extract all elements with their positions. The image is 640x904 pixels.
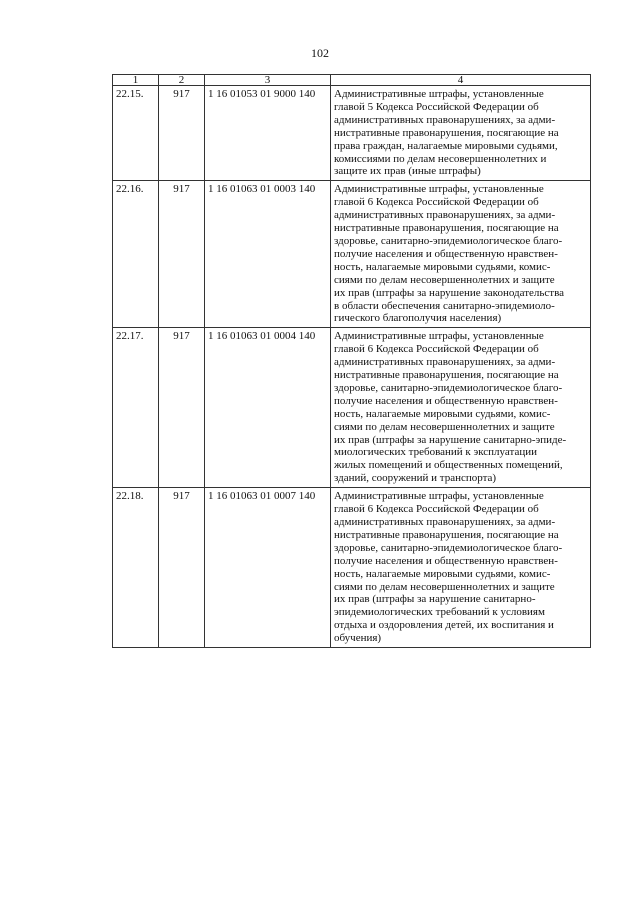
revenue-table — [112, 74, 591, 648]
revenue-description — [331, 488, 591, 648]
description-line: Административные штрафы, установленные — [334, 183, 544, 196]
header-row — [113, 75, 591, 86]
description-line: защите их прав (иные штрафы) — [334, 165, 481, 178]
description-line: нистративные правонарушения, посягающие на — [334, 528, 559, 541]
admin-code: 917 — [159, 328, 205, 488]
table-row — [113, 488, 591, 648]
description-line: получие населения и общественную нравствен- — [334, 394, 558, 407]
description-line: сиями по делам несовершеннолетних и защите — [334, 420, 555, 433]
budget-classification-code: 1 16 01063 01 0003 140 — [205, 181, 331, 328]
header-col-1: 1 — [113, 75, 159, 86]
description-line: миологических требований к эксплуатации — [334, 446, 537, 459]
table-row — [113, 328, 591, 488]
description-line: административных правонарушениях, за адми- — [334, 209, 556, 222]
description-line: в области обеспечения санитарно-эпидемиоло- — [334, 299, 555, 312]
description-line: главой 6 Кодекса Российской Федерации об — [334, 503, 539, 516]
description-line: комиссиями по делам несовершеннолетних и — [334, 152, 547, 165]
description-line: ность, налагаемые мировыми судьями, комис- — [334, 260, 551, 273]
description-line: главой 5 Кодекса Российской Федерации об — [334, 100, 539, 113]
description-line: их прав (штрафы за нарушение санитарно-эпиде- — [334, 433, 567, 446]
description-line: Административные штрафы, установленные — [334, 330, 544, 343]
admin-code: 917 — [159, 181, 205, 328]
table-body — [113, 86, 591, 648]
description-line: ность, налагаемые мировыми судьями, комис- — [334, 407, 551, 420]
description-line: здоровье, санитарно-эпидемиологическое благо- — [334, 234, 563, 247]
row-number: 22.18. — [113, 488, 159, 648]
description-line: отдыха и оздоровления детей, их воспитания и — [334, 619, 554, 632]
budget-classification-code: 1 16 01053 01 9000 140 — [205, 86, 331, 181]
page-number: 102 — [311, 46, 329, 60]
admin-code: 917 — [159, 86, 205, 181]
row-number: 22.16. — [113, 181, 159, 328]
description-line: жилых помещений и общественных помещений, — [334, 459, 563, 472]
description-line: права граждан, налагаемые мировыми судьями, — [334, 139, 558, 152]
budget-classification-code: 1 16 01063 01 0004 140 — [205, 328, 331, 488]
description-line: нистративные правонарушения, посягающие на — [334, 222, 559, 235]
header-col-2: 2 — [159, 75, 205, 86]
description-line: эпидемиологических требований к условиям — [334, 606, 545, 619]
description-line: получие населения и общественную нравствен- — [334, 554, 558, 567]
budget-classification-code: 1 16 01063 01 0007 140 — [205, 488, 331, 648]
description-line: административных правонарушениях, за адми- — [334, 113, 556, 126]
header-col-4: 4 — [331, 75, 591, 86]
description-line: зданий, сооружений и транспорта) — [334, 472, 497, 485]
description-line: здоровье, санитарно-эпидемиологическое благо- — [334, 541, 563, 554]
description-line: нистративные правонарушения, посягающие на — [334, 369, 559, 382]
description-line: Административные штрафы, установленные — [334, 88, 544, 100]
description-line: нистративные правонарушения, посягающие на — [334, 126, 559, 139]
description-line: получие населения и общественную нравствен- — [334, 247, 558, 260]
description-line: здоровье, санитарно-эпидемиологическое благо- — [334, 381, 563, 394]
description-line: их прав (штрафы за нарушение законодательства — [334, 286, 565, 299]
row-number: 22.17. — [113, 328, 159, 488]
row-number: 22.15. — [113, 86, 159, 181]
revenue-description — [331, 328, 591, 488]
description-line: административных правонарушениях, за адми- — [334, 356, 556, 369]
description-line: сиями по делам несовершеннолетних и защите — [334, 580, 555, 593]
description-line: административных правонарушениях, за адми- — [334, 516, 556, 528]
admin-code: 917 — [159, 488, 205, 648]
header-col-3: 3 — [205, 75, 331, 86]
description-line: сиями по делам несовершеннолетних и защите — [334, 273, 555, 286]
description-line: ность, налагаемые мировыми судьями, комис- — [334, 567, 551, 580]
table-row — [113, 86, 591, 181]
description-line: главой 6 Кодекса Российской Федерации об — [334, 196, 539, 209]
description-line: гического благополучия населения) — [334, 312, 502, 325]
description-line: Административные штрафы, установленные — [334, 490, 544, 503]
table-row — [113, 181, 591, 328]
revenue-description — [331, 86, 591, 181]
description-line: обучения) — [334, 632, 382, 645]
revenue-description — [331, 181, 591, 328]
description-line: их прав (штрафы за нарушение санитарно- — [334, 593, 536, 606]
description-line: главой 6 Кодекса Российской Федерации об — [334, 343, 539, 356]
